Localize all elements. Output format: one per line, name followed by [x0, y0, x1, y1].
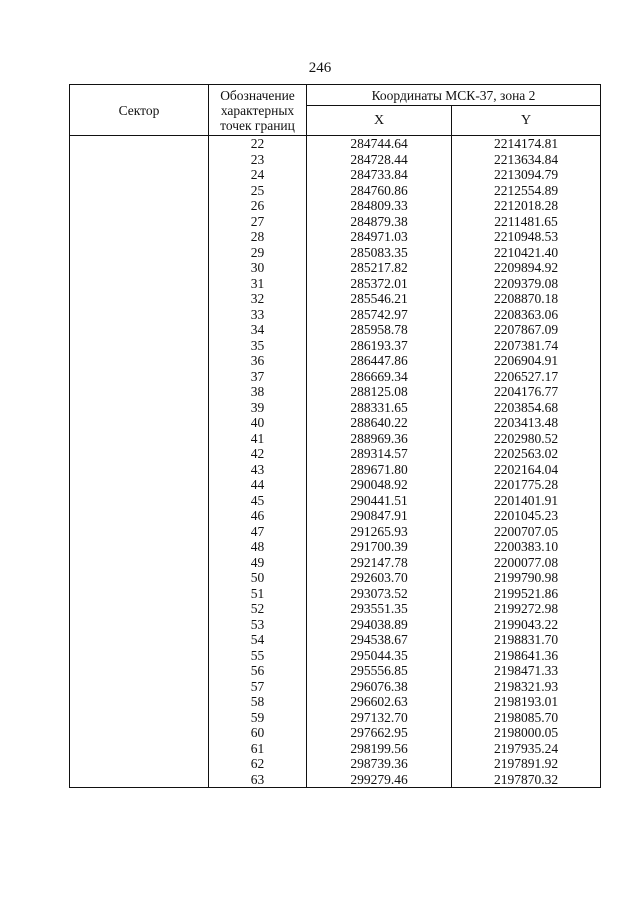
y-cell: 2197935.24	[452, 741, 601, 757]
y-cell: 2203854.68	[452, 400, 601, 416]
table-row	[70, 338, 601, 354]
sector-cell	[70, 570, 209, 586]
y-cell: 2198085.70	[452, 710, 601, 726]
sector-cell	[70, 400, 209, 416]
y-cell: 2203413.48	[452, 415, 601, 431]
point-cell: 42	[209, 446, 307, 462]
sector-cell	[70, 338, 209, 354]
y-cell: 2209379.08	[452, 276, 601, 292]
header-sector: Сектор	[70, 85, 209, 136]
point-cell: 49	[209, 555, 307, 571]
sector-cell	[70, 446, 209, 462]
sector-cell	[70, 648, 209, 664]
point-cell: 36	[209, 353, 307, 369]
x-cell: 286447.86	[307, 353, 452, 369]
table-row	[70, 570, 601, 586]
table-row	[70, 307, 601, 323]
y-cell: 2201401.91	[452, 493, 601, 509]
table-row	[70, 136, 601, 152]
y-cell: 2201775.28	[452, 477, 601, 493]
table-row	[70, 617, 601, 633]
table-row	[70, 384, 601, 400]
table-row	[70, 229, 601, 245]
y-cell: 2197891.92	[452, 756, 601, 772]
sector-cell	[70, 431, 209, 447]
x-cell: 288331.65	[307, 400, 452, 416]
sector-cell	[70, 307, 209, 323]
sector-cell	[70, 601, 209, 617]
x-cell: 290048.92	[307, 477, 452, 493]
table-row	[70, 167, 601, 183]
table-row	[70, 663, 601, 679]
point-cell: 51	[209, 586, 307, 602]
point-cell: 25	[209, 183, 307, 199]
table-row	[70, 601, 601, 617]
x-cell: 298739.36	[307, 756, 452, 772]
sector-cell	[70, 493, 209, 509]
sector-cell	[70, 632, 209, 648]
x-cell: 290441.51	[307, 493, 452, 509]
x-cell: 296076.38	[307, 679, 452, 695]
sector-cell	[70, 679, 209, 695]
sector-cell	[70, 152, 209, 168]
x-cell: 286669.34	[307, 369, 452, 385]
table-row	[70, 198, 601, 214]
sector-cell	[70, 322, 209, 338]
x-cell: 297132.70	[307, 710, 452, 726]
y-cell: 2209894.92	[452, 260, 601, 276]
y-cell: 2200707.05	[452, 524, 601, 540]
table-row	[70, 586, 601, 602]
y-cell: 2210421.40	[452, 245, 601, 261]
y-cell: 2206527.17	[452, 369, 601, 385]
x-cell: 288125.08	[307, 384, 452, 400]
x-cell: 285958.78	[307, 322, 452, 338]
x-cell: 293551.35	[307, 601, 452, 617]
x-cell: 289671.80	[307, 462, 452, 478]
sector-cell	[70, 524, 209, 540]
sector-cell	[70, 508, 209, 524]
x-cell: 291700.39	[307, 539, 452, 555]
x-cell: 286193.37	[307, 338, 452, 354]
table-row	[70, 260, 601, 276]
x-cell: 299279.46	[307, 772, 452, 788]
y-cell: 2199272.98	[452, 601, 601, 617]
x-cell: 288640.22	[307, 415, 452, 431]
point-cell: 56	[209, 663, 307, 679]
point-cell: 52	[209, 601, 307, 617]
table-row	[70, 291, 601, 307]
point-cell: 43	[209, 462, 307, 478]
table-row	[70, 524, 601, 540]
point-cell: 38	[209, 384, 307, 400]
point-cell: 48	[209, 539, 307, 555]
sector-cell	[70, 229, 209, 245]
point-cell: 63	[209, 772, 307, 788]
point-cell: 23	[209, 152, 307, 168]
table-row	[70, 741, 601, 757]
sector-cell	[70, 369, 209, 385]
x-cell: 284809.33	[307, 198, 452, 214]
y-cell: 2214174.81	[452, 136, 601, 152]
y-cell: 2207867.09	[452, 322, 601, 338]
sector-cell	[70, 710, 209, 726]
y-cell: 2199043.22	[452, 617, 601, 633]
x-cell: 298199.56	[307, 741, 452, 757]
y-cell: 2198193.01	[452, 694, 601, 710]
header-point: Обозначение характерных точек границ	[209, 85, 307, 136]
x-cell: 295044.35	[307, 648, 452, 664]
point-cell: 34	[209, 322, 307, 338]
point-cell: 30	[209, 260, 307, 276]
table-body	[70, 136, 601, 788]
point-cell: 60	[209, 725, 307, 741]
point-cell: 28	[209, 229, 307, 245]
point-cell: 54	[209, 632, 307, 648]
table-row	[70, 679, 601, 695]
x-cell: 284744.64	[307, 136, 452, 152]
point-cell: 33	[209, 307, 307, 323]
y-cell: 2202164.04	[452, 462, 601, 478]
coordinates-table	[69, 84, 601, 788]
y-cell: 2208870.18	[452, 291, 601, 307]
sector-cell	[70, 725, 209, 741]
point-cell: 24	[209, 167, 307, 183]
point-cell: 53	[209, 617, 307, 633]
point-cell: 39	[209, 400, 307, 416]
sector-cell	[70, 555, 209, 571]
point-cell: 37	[209, 369, 307, 385]
x-cell: 285083.35	[307, 245, 452, 261]
x-cell: 285372.01	[307, 276, 452, 292]
sector-cell	[70, 260, 209, 276]
x-cell: 284971.03	[307, 229, 452, 245]
table-row	[70, 431, 601, 447]
y-cell: 2197870.32	[452, 772, 601, 788]
sector-cell	[70, 245, 209, 261]
table-row	[70, 322, 601, 338]
sector-cell	[70, 276, 209, 292]
point-cell: 44	[209, 477, 307, 493]
sector-cell	[70, 539, 209, 555]
table-row	[70, 400, 601, 416]
sector-cell	[70, 663, 209, 679]
x-cell: 290847.91	[307, 508, 452, 524]
table-row	[70, 710, 601, 726]
x-cell: 295556.85	[307, 663, 452, 679]
table-row	[70, 245, 601, 261]
point-cell: 41	[209, 431, 307, 447]
point-cell: 55	[209, 648, 307, 664]
y-cell: 2207381.74	[452, 338, 601, 354]
table-row	[70, 353, 601, 369]
table-row	[70, 508, 601, 524]
y-cell: 2199790.98	[452, 570, 601, 586]
y-cell: 2198831.70	[452, 632, 601, 648]
y-cell: 2213094.79	[452, 167, 601, 183]
x-cell: 285217.82	[307, 260, 452, 276]
point-cell: 35	[209, 338, 307, 354]
point-cell: 59	[209, 710, 307, 726]
x-cell: 285546.21	[307, 291, 452, 307]
y-cell: 2198471.33	[452, 663, 601, 679]
x-cell: 288969.36	[307, 431, 452, 447]
sector-cell	[70, 183, 209, 199]
x-cell: 289314.57	[307, 446, 452, 462]
y-cell: 2208363.06	[452, 307, 601, 323]
table-row	[70, 369, 601, 385]
point-cell: 47	[209, 524, 307, 540]
y-cell: 2210948.53	[452, 229, 601, 245]
sector-cell	[70, 462, 209, 478]
table-row	[70, 756, 601, 772]
header-x: X	[307, 106, 452, 136]
point-cell: 22	[209, 136, 307, 152]
table-row	[70, 648, 601, 664]
table-row	[70, 214, 601, 230]
y-cell: 2204176.77	[452, 384, 601, 400]
table-header	[70, 85, 601, 136]
y-cell: 2200077.08	[452, 555, 601, 571]
table-row	[70, 462, 601, 478]
x-cell: 284733.84	[307, 167, 452, 183]
table-row	[70, 694, 601, 710]
sector-cell	[70, 694, 209, 710]
table-row	[70, 555, 601, 571]
table-row	[70, 276, 601, 292]
sector-cell	[70, 384, 209, 400]
point-cell: 58	[209, 694, 307, 710]
sector-cell	[70, 198, 209, 214]
y-cell: 2212554.89	[452, 183, 601, 199]
point-cell: 45	[209, 493, 307, 509]
sector-cell	[70, 741, 209, 757]
y-cell: 2199521.86	[452, 586, 601, 602]
y-cell: 2198321.93	[452, 679, 601, 695]
y-cell: 2212018.28	[452, 198, 601, 214]
sector-cell	[70, 214, 209, 230]
point-cell: 29	[209, 245, 307, 261]
sector-cell	[70, 415, 209, 431]
sector-cell	[70, 617, 209, 633]
page-number: 246	[308, 60, 332, 76]
table-row	[70, 183, 601, 199]
table-row	[70, 493, 601, 509]
table-row	[70, 415, 601, 431]
point-cell: 31	[209, 276, 307, 292]
sector-cell	[70, 136, 209, 152]
y-cell: 2198641.36	[452, 648, 601, 664]
y-cell: 2202563.02	[452, 446, 601, 462]
point-cell: 46	[209, 508, 307, 524]
y-cell: 2213634.84	[452, 152, 601, 168]
x-cell: 291265.93	[307, 524, 452, 540]
point-cell: 61	[209, 741, 307, 757]
table-row	[70, 446, 601, 462]
point-cell: 27	[209, 214, 307, 230]
x-cell: 284728.44	[307, 152, 452, 168]
table-row	[70, 772, 601, 788]
x-cell: 292603.70	[307, 570, 452, 586]
sector-cell	[70, 772, 209, 788]
table-row	[70, 725, 601, 741]
y-cell: 2202980.52	[452, 431, 601, 447]
table-row	[70, 152, 601, 168]
sector-cell	[70, 167, 209, 183]
point-cell: 40	[209, 415, 307, 431]
table-row	[70, 632, 601, 648]
y-cell: 2198000.05	[452, 725, 601, 741]
x-cell: 285742.97	[307, 307, 452, 323]
header-coordinates: Координаты МСК-37, зона 2	[307, 85, 601, 106]
x-cell: 296602.63	[307, 694, 452, 710]
x-cell: 284760.86	[307, 183, 452, 199]
table-row	[70, 539, 601, 555]
y-cell: 2200383.10	[452, 539, 601, 555]
header-y: Y	[452, 106, 601, 136]
y-cell: 2211481.65	[452, 214, 601, 230]
sector-cell	[70, 291, 209, 307]
point-cell: 62	[209, 756, 307, 772]
sector-cell	[70, 353, 209, 369]
sector-cell	[70, 586, 209, 602]
point-cell: 57	[209, 679, 307, 695]
x-cell: 294038.89	[307, 617, 452, 633]
x-cell: 292147.78	[307, 555, 452, 571]
x-cell: 293073.52	[307, 586, 452, 602]
sector-cell	[70, 756, 209, 772]
point-cell: 26	[209, 198, 307, 214]
y-cell: 2201045.23	[452, 508, 601, 524]
x-cell: 297662.95	[307, 725, 452, 741]
x-cell: 294538.67	[307, 632, 452, 648]
point-cell: 50	[209, 570, 307, 586]
y-cell: 2206904.91	[452, 353, 601, 369]
sector-cell	[70, 477, 209, 493]
point-cell: 32	[209, 291, 307, 307]
x-cell: 284879.38	[307, 214, 452, 230]
table-row	[70, 477, 601, 493]
